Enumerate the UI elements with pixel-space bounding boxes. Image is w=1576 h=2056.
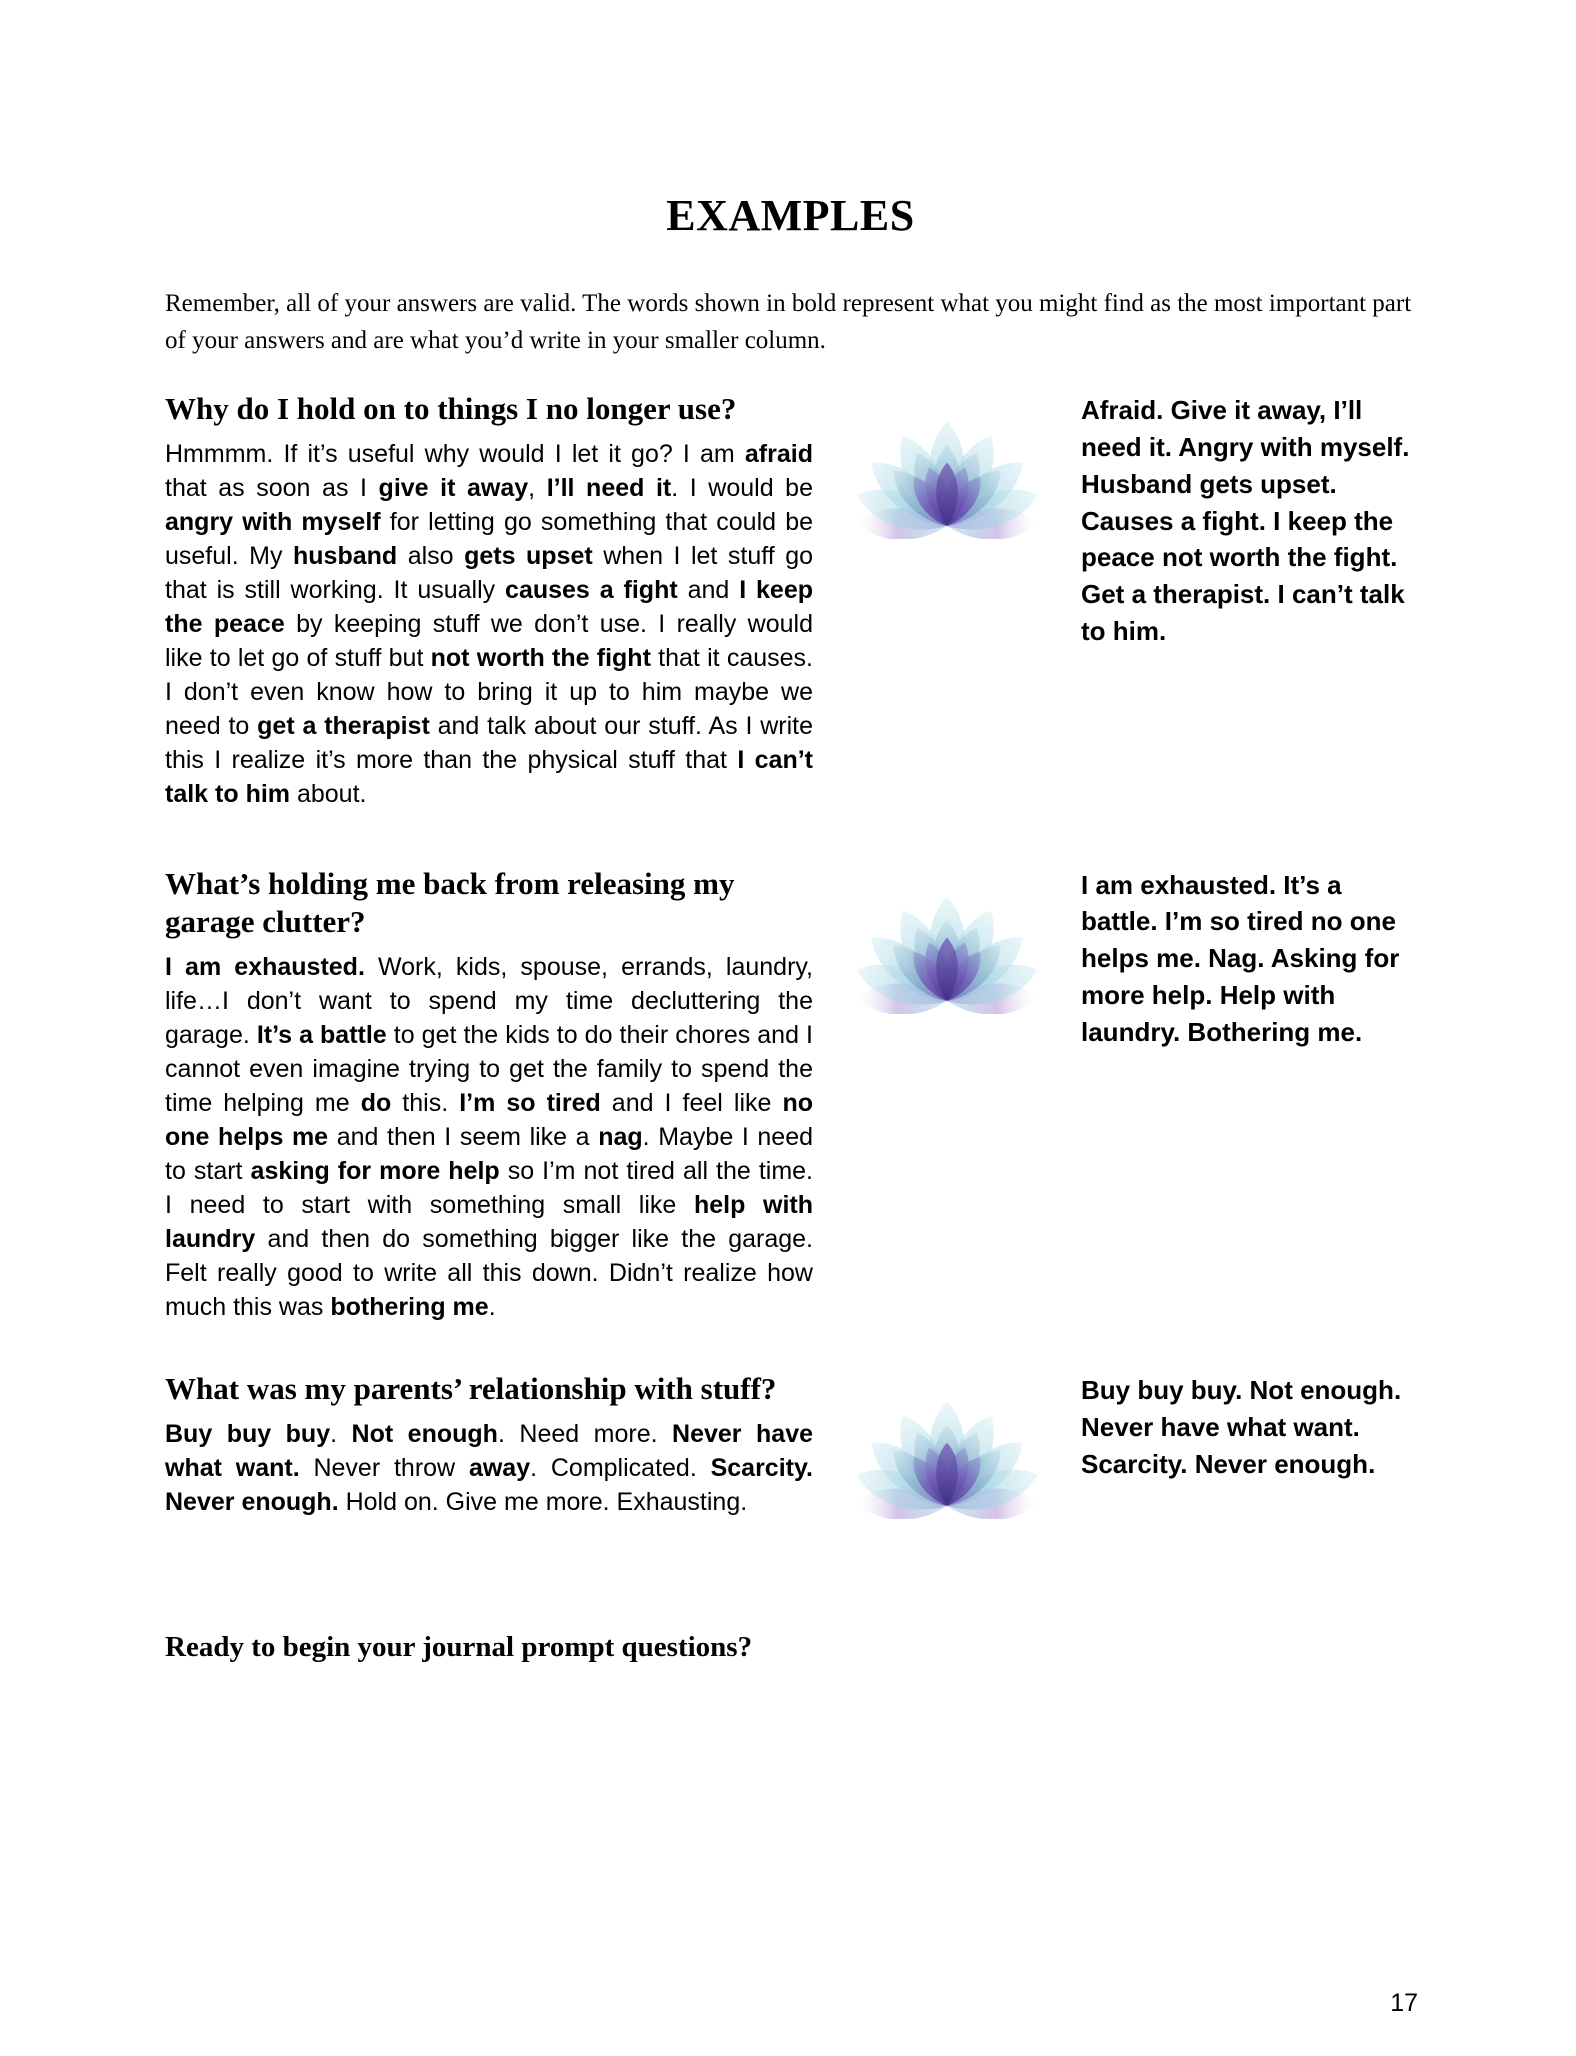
section-1-lotus-column	[813, 390, 1081, 539]
page-title: EXAMPLES	[666, 191, 915, 240]
section-2-question: What’s holding me back from releasing my garage clutter?	[165, 865, 735, 940]
section-3-body-column	[165, 1370, 813, 1519]
section-3-answer: Buy buy buy. Not enough. Need more. Never have what want. Never throw away. Complicated. Scarcity. Never enough. Hold on. Give me more. Exhausting.	[165, 1419, 813, 1516]
lotus-flower-icon	[853, 1378, 1041, 1519]
section-2-body-column	[165, 865, 813, 1325]
lotus-flower-icon	[853, 873, 1041, 1014]
section-1-body-column	[165, 390, 813, 811]
footer-question: Ready to begin your journal prompt questions?	[165, 1631, 753, 1664]
page-number: 17	[1390, 1989, 1418, 2017]
example-section-2	[165, 865, 1416, 1325]
section-3-question: What was my parents’ relationship with stuff?	[165, 1371, 777, 1407]
section-1-answer: Hmmmm. If it’s useful why would I let it go? I am afraid that as soon as I give it away, I’ll need it. I would be angry with myself for letting go something that could be useful. My husband also gets upset when I let stuff go that is still working. It usually causes a fight and I keep the peace by keeping stuff we don’t use. I really would like to let go of stuff but not worth the fight that it causes. I don’t even know how to bring it up to him maybe we need to get a therapist and talk about our stuff. As I write this I realize it’s more than the physical stuff that I can’t talk to him about.	[165, 439, 814, 808]
section-2-lotus-column	[813, 865, 1081, 1014]
section-2-answer: I am exhausted. Work, kids, spouse, errands, laundry, life…I don’t want to spend my time decluttering the garage. It’s a battle to get the kids to do their chores and I cannot even imagine trying to get the family to spend the time helping me do this. I’m so tired and I feel like no one helps me and then I seem like a nag. Maybe I need to start asking for more help so I’m not tired all the time. I need to start with something small like help with laundry and then do something bigger like the garage. Felt really good to write all this down. Didn’t realize how much this was bothering me.	[165, 953, 814, 1322]
section-3-lotus-column	[813, 1370, 1081, 1519]
example-section-1	[165, 390, 1416, 811]
section-2-summary: I am exhausted. It’s a battle. I’m so tired no one helps me. Nag. Asking for more help. Help with laundry. Bothering me.	[1081, 869, 1400, 1048]
intro-paragraph: Remember, all of your answers are valid. The words shown in bold represent what you might find as the most important part of your answers and are what you’d write in your smaller column.	[165, 289, 1412, 355]
section-1-question: Why do I hold on to things I no longer use?	[165, 390, 737, 426]
section-3-summary: Buy buy buy. Not enough. Never have what want. Scarcity. Never enough.	[1081, 1375, 1402, 1479]
section-1-summary: Afraid. Give it away, I’ll need it. Angry with myself. Husband gets upset. Causes a fight. I keep the peace not worth the fight. Get a therapist. I can’t talk to him.	[1081, 394, 1410, 647]
lotus-flower-icon	[853, 398, 1041, 539]
example-section-3	[165, 1370, 1416, 1519]
